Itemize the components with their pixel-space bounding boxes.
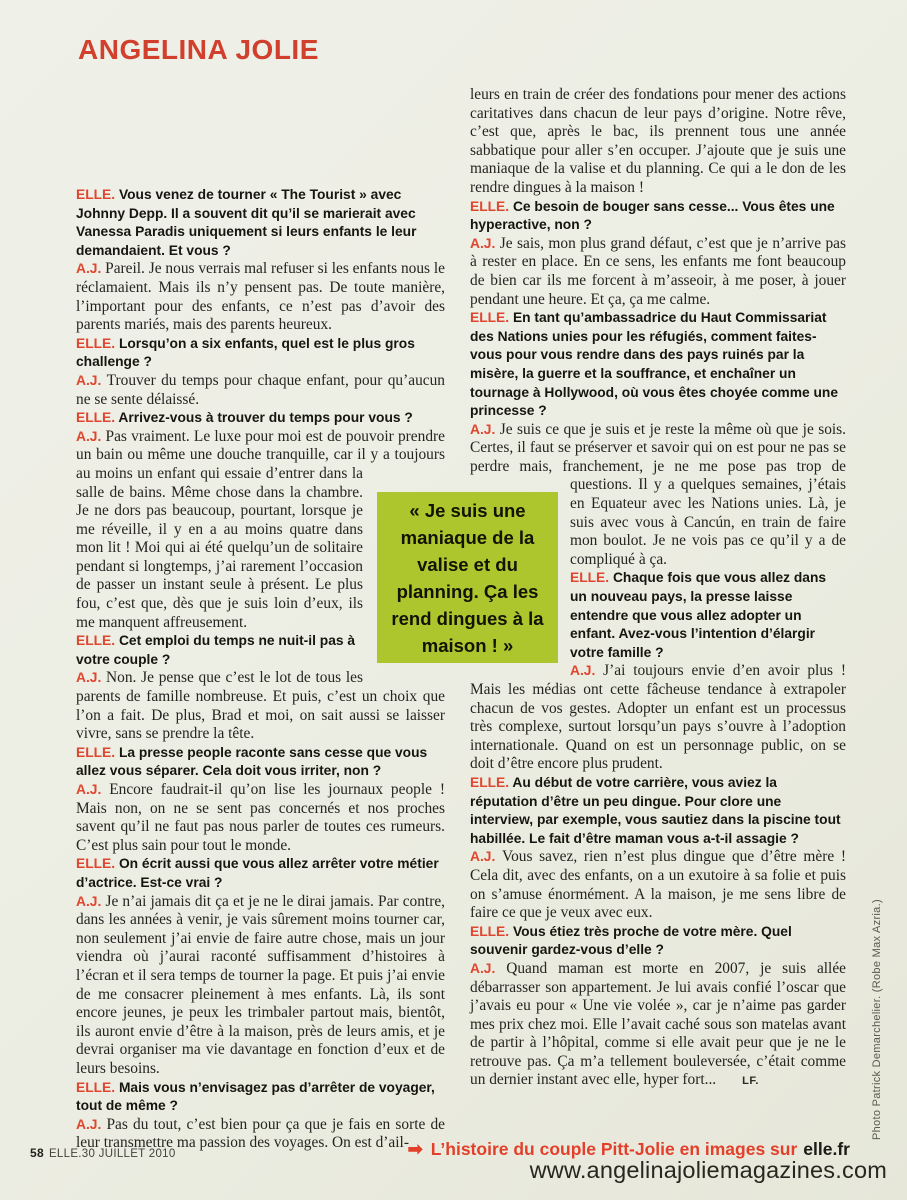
speaker-label: A.J. — [76, 1116, 107, 1132]
answer-paragraph: leurs en train de créer des fondations pour mener des actions caritatives dans chacun de leur pays d’origine. Notre rêve, c’est que, après le bac, ils prennent tous une année sabbatique pour aller s’en occuper. J’ajoute que je suis une maniaque de la valise et du planning. Ce qui a le don de les rendre dingues à la maison ! — [470, 86, 846, 196]
pull-quote-text: « Je suis une maniaque de la valise et du planning. Ça les rend dingues à la maison ! » — [391, 499, 544, 656]
question-paragraph: ELLE. Lorsqu’on a six enfants, quel est le plus gros challenge ? — [76, 335, 415, 370]
page-title: ANGELINA JOLIE — [78, 34, 319, 65]
speaker-label: A.J. — [470, 960, 507, 976]
speaker-label: ELLE. — [76, 1079, 119, 1095]
speaker-label: ELLE. — [570, 570, 613, 586]
promo-text: L’histoire du couple Pitt-Jolie en images sur — [430, 1139, 798, 1159]
page-number: 58 — [30, 1146, 44, 1160]
speaker-label: A.J. — [76, 261, 106, 277]
speaker-label: A.J. — [76, 670, 107, 686]
speaker-label: A.J. — [570, 663, 604, 679]
speaker-label: A.J. — [470, 235, 500, 251]
answer-paragraph: A.J. Encore faudrait-il qu’on lise les journaux people ! Mais non, on ne se sent pas concernés et nos proches savent qu’il ne faut pas nous parler de toutes ces rumeurs. C’est plus sain pour tout le monde. — [76, 781, 446, 854]
speaker-label: ELLE. — [76, 633, 119, 649]
issue-date: ELLE.30 JUILLET 2010 — [48, 1148, 176, 1160]
speaker-label: ELLE. — [470, 310, 513, 326]
speaker-label: A.J. — [76, 372, 107, 388]
question-paragraph: ELLE. Vous étiez très proche de votre mère. Quel souvenir gardez-vous d’elle ? — [470, 923, 792, 958]
answer-paragraph: A.J. Non. Je pense que c’est le lot de tous les parents de famille nombreuse. Et puis, c’est un choix que l’on a fait. De plus, Brad et moi, on sait aussi se laisser vivre, sans se prendre la tête. — [76, 669, 445, 743]
answer-paragraph: A.J. Quand maman est morte en 2007, je suis allée débarrasser son appartement. Je lui avais confié l’oscar que j’avais eu pour « Une vie volée », car je n’aime pas garder mes prix chez moi. Elle l’avait caché sous son matelas avant de partir à l’hôpital, comme si elle avait peur que je ne le retrouve pas. Ça m’a tellement bouleversée, c’était comme un dernier instant avec elle, hyper fort... LF. — [470, 959, 847, 1089]
speaker-label: A.J. — [470, 849, 502, 865]
question-paragraph: ELLE. En tant qu’ambassadrice du Haut Commissariat des Nations unies pour les réfugiés, comment faites-vous pour vous rendre dans des pays ruinés par la misère, la guerre et la souffrance, et enchaîner un tournage à Hollywood, où vous êtes choyée comme une princesse ? — [470, 310, 838, 419]
arrow-right-icon: ➡ — [407, 1139, 423, 1159]
question-paragraph: ELLE. Vous venez de tourner « The Tourist » avec Johnny Depp. Il a souvent dit qu’il se marierait avec Vanessa Paradis uniquement si leurs enfants le leur demandaient. Et vous ? — [76, 187, 417, 258]
speaker-label: ELLE. — [470, 923, 513, 939]
speaker-label: ELLE. — [76, 410, 119, 426]
speaker-label: A.J. — [470, 421, 500, 437]
answer-paragraph: A.J. Je suis ce que je suis et je reste la même où que je sois. Certes, il faut se préserver et savoir qui on est pour ne pas se perdre mais, franchement, je ne me pose pas trop de questions. Il y a quelques semaines, j’étais en Equateur avec les Nations unies. Là, je suis avec vous à Cancún, en train de faire mon boulot. Je ne vois pas ce qu’il y a de compliqué à ça. — [470, 420, 847, 568]
question-paragraph: ELLE. On écrit aussi que vous allez arrêter votre métier d’actrice. Est-ce vrai ? — [76, 856, 439, 890]
speaker-label: ELLE. — [470, 198, 513, 214]
question-paragraph: ELLE. Au début de votre carrière, vous aviez la réputation d’être un peu dingue. Pour clore une interview, par exemple, vous sautiez dans la piscine tout habillée. Le fait d’être maman vous a-t-il assagie ? — [470, 774, 841, 846]
answer-paragraph: A.J. J’ai toujours envie d’en avoir plus ! Mais les médias ont cette fâcheuse tendance à extrapoler chacun de vos gestes. Adopter un enfant est un processus très complexe, surtout lorsqu’un pays s’ouvre à l’adoption internationale. Quand on est un personnage public, on se doit d’être encore plus prudent. — [470, 662, 846, 773]
answer-paragraph: A.J. Trouver du temps pour chaque enfant, pour qu’aucun ne se sente délaissé. — [76, 371, 446, 408]
interview-left-column — [76, 186, 445, 1152]
question-paragraph: ELLE. La presse people raconte sans cesse que vous allez vous séparer. Cela doit vous irriter, non ? — [76, 744, 428, 779]
question-paragraph: ELLE. Ce besoin de bouger sans cesse... Vous êtes une hyperactive, non ? — [470, 198, 835, 233]
answer-paragraph: A.J. Pareil. Je nous verrais mal refuser si les enfants nous le réclamaient. Mais ils n’y pensent pas. De toute manière, l’important pour des enfants, ce n’est pas d’avoir des parents mariés, mais des parents heureux. — [76, 260, 445, 334]
question-paragraph: ELLE. Chaque fois que vous allez dans un nouveau pays, la presse laisse entendre que vous allez adopter un enfant. Avez-vous l’intention d’élargir votre famille ? — [570, 570, 827, 660]
speaker-label: ELLE. — [76, 744, 119, 760]
question-paragraph: ELLE. Mais vous n’envisagez pas d’arrêter de voyager, tout de même ? — [76, 1079, 435, 1114]
speaker-label: A.J. — [76, 782, 110, 797]
answer-paragraph: A.J. Vous savez, rien n’est plus dingue que d’être mère ! Cela dit, avec des enfants, on a un exutoire à sa folie et puis on s’amuse énormément. A la maison, je me sens libre de faire ce que je veux avec eux. — [470, 848, 846, 922]
speaker-label: ELLE. — [76, 335, 119, 351]
answer-paragraph: A.J. Je sais, mon plus grand défaut, c’est que je n’arrive pas à rester en place. En ce sens, les enfants me font beaucoup de bien car ils me forcent à m’asseoir, à me poser, à jouer pendant une heure. Et ça, ça me calme. — [470, 234, 846, 308]
speaker-label: A.J. — [76, 428, 106, 444]
folio — [30, 1146, 176, 1160]
photo-credit: Photo Patrick Demarchelier. (Robe Max Azria.) — [871, 899, 883, 1140]
speaker-label: ELLE. — [76, 856, 119, 872]
promo-site: elle.fr — [803, 1139, 850, 1159]
answer-paragraph: A.J. Pas du tout, c’est bien pour ça que je fais en sorte de leur transmettre ma passion des voyages. On est d’ail- — [76, 1115, 445, 1152]
answer-paragraph: A.J. Pas vraiment. Le luxe pour moi est de pouvoir prendre un bain ou même une douche tranquille, car il y a toujours au moins un enfant qui essaie d’entrer dans la salle de bains. Même chose dans la chambre. Je ne dors pas beaucoup, pourtant, lorsque je me réveille, il y en a au moins quatre dans mon lit ! Moi qui ai été quelqu’un de solitaire pendant si longtemps, j’ai rarement l’occasion de passer un instant seule à présent. Le plus fou, c’est que, dès que je suis loin d’eux, ils me manquent affreusement. — [76, 427, 445, 631]
speaker-label: A.J. — [76, 893, 106, 909]
pull-quote — [377, 492, 558, 663]
question-paragraph: ELLE. Arrivez-vous à trouver du temps pour vous ? — [76, 410, 413, 426]
speaker-label: ELLE. — [470, 774, 513, 790]
answer-paragraph: A.J. Je n’ai jamais dit ça et je ne le dirai jamais. Par contre, dans les années à venir, je vais sûrement moins tourner car, non seulement j’ai envie de faire autre chose, mais un jour viendra où j’aurai raconté suffisamment d’histoires à l’écran et il sera temps de tourner la page. Et puis j’ai envie de me consacrer pleinement à mes enfants. Là, ils sont encore jeunes, je peux les trimbaler partout mais, bientôt, ils auront envie d’être à la maison, près de leurs amis, et je devrai organiser ma vie davantage en fonction d’eux et de leurs besoins. — [76, 892, 445, 1077]
question-paragraph: ELLE. Cet emploi du temps ne nuit-il pas à votre couple ? — [76, 633, 356, 667]
author-initials: LF. — [742, 1075, 759, 1088]
speaker-label: ELLE. — [76, 187, 119, 202]
watermark-url: www.angelinajoliemagazines.com — [529, 1157, 887, 1183]
